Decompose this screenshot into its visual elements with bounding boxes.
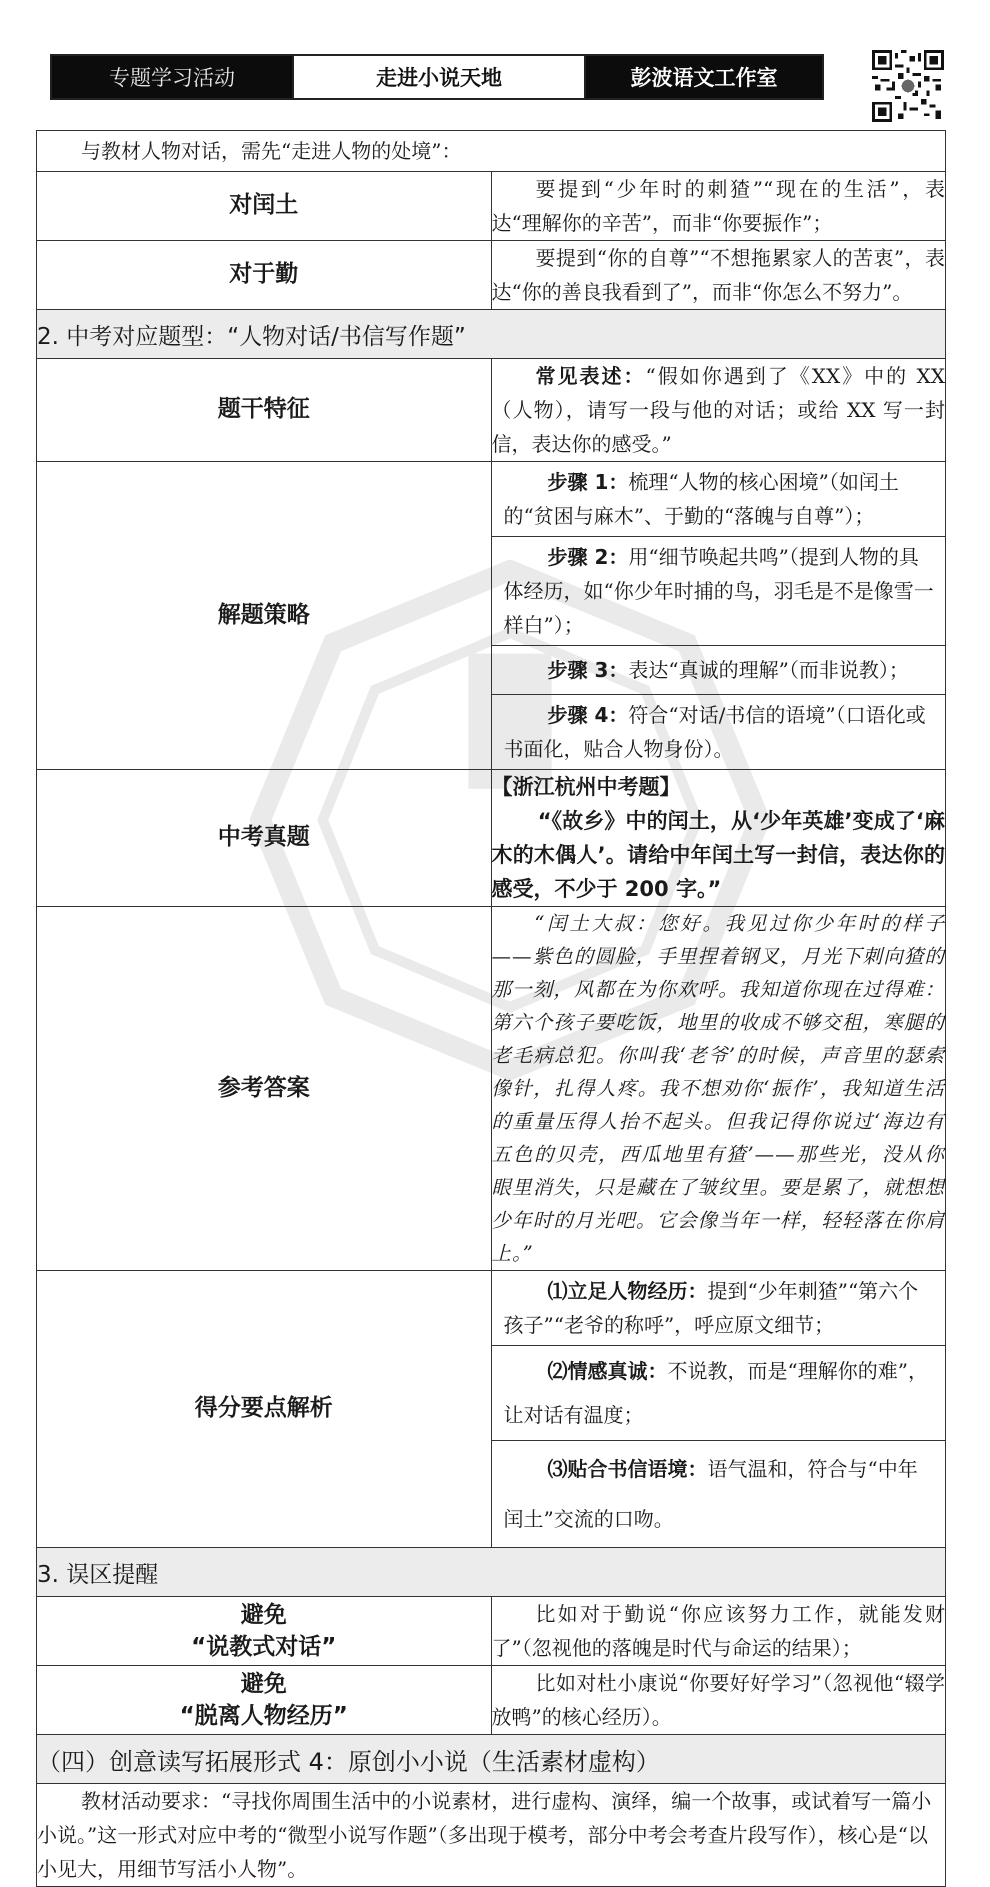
step-3: [492, 646, 946, 695]
exam-source: 【浙江杭州中考题】: [491, 775, 681, 799]
header-bar: [50, 54, 824, 100]
point-1-text: 提到“少年刺猹”“第六个孩子”“老爷的称呼”，呼应原文细节；: [503, 1279, 919, 1337]
point-3-label: ⑶贴合书信语境：: [547, 1457, 708, 1481]
strategy-steps: [491, 462, 946, 770]
section-4-title: （四）创意读写拓展形式 4：原创小小说（生活素材虚构）: [37, 1735, 946, 1784]
mistake-label-2b: “脱离人物经历”: [179, 1703, 348, 1729]
section-2-title: 2. 中考对应题型：“人物对话/书信写作题”: [37, 310, 946, 359]
point-1: [492, 1271, 946, 1346]
answer-text: “闰土大叔：您好。我见过你少年时的样子——紫色的圆脸，手里捏着钢叉，月光下刺向猹的那一刻，风都在为你欢呼。我知道你现在过得难：第六个孩子要吃饭，地里的收成不够交租，寒腿的老毛病总犯。你叫我‘老爷’的时候，声音里的瑟索像针，扎得人疼。我不想劝你‘振作’，我知道生活的重量压得人抬不起头。但我记得你说过‘海边有五色的贝壳，西瓜地里有猹’——那些光，没从你眼里消失，只是藏在了皱纹里。要是累了，就想想少年时的月光吧。它会像当年一样，轻轻落在你肩上。”: [491, 907, 946, 1271]
step-4: [492, 695, 946, 769]
answer-label: 参考答案: [37, 907, 492, 1271]
dialogue-text-runtu: 要提到“少年时的刺猹”“现在的生活”，表达“理解你的辛苦”，而非“你要振作”；: [491, 172, 946, 241]
content-table: [36, 130, 946, 1887]
section-4-text: 教材活动要求：“寻找你周围生活中的小说素材，进行虚构、演绎，编一个故事，或试着写一篇小小说。”这一形式对应中考的“微型小说写作题”（多出现于模考，部分中考会考查片段写作），核心是“以小见大，用细节写活小人物”。: [37, 1784, 946, 1887]
point-2-text: 不说教，而是“理解你的难”，让对话有温度；: [503, 1359, 928, 1427]
dialogue-label-runtu: 对闰土: [37, 172, 492, 241]
point-2-label: ⑵情感真诚：: [547, 1359, 668, 1383]
step-1: [492, 462, 946, 537]
mistake-text-1: 比如对于勤说“你应该努力工作，就能发财了”（忽视他的落魄是时代与命运的结果）；: [491, 1597, 946, 1666]
feature-body: “假如你遇到了《XX》中的 XX（人物），请写一段与他的对话；或给 XX 写一封信，表达你的感受。”: [491, 364, 946, 456]
step-2: [492, 537, 946, 646]
section-3-title: 3. 误区提醒: [37, 1548, 946, 1597]
point-3-text: 语气温和，符合与“中年闰土”交流的口吻。: [503, 1457, 918, 1531]
intro-row: 与教材人物对话，需先“走进人物的处境”：: [37, 131, 946, 172]
mistake-label-2: [37, 1666, 492, 1735]
exam-text: “《故乡》中的闰土，从‘少年英雄’变成了‘麻木的木偶人’。请给中年闰土写一封信，表达你的感受，不少于 200 字。”: [491, 809, 945, 901]
step-3-text: 表达“真诚的理解”（而非说教）；: [628, 658, 909, 682]
qr-code-icon: [872, 50, 944, 122]
exam-cell: [491, 770, 946, 907]
step-4-label: 步骤 4：: [547, 703, 629, 727]
score-label: 得分要点解析: [37, 1271, 492, 1548]
strategy-label: 解题策略: [37, 462, 492, 770]
mistake-label-2a: 避免: [240, 1671, 287, 1697]
step-1-text: 梳理“人物的核心困境”（如闰土的“贫困与麻木”、于勤的“落魄与自尊”）；: [503, 470, 899, 528]
header-studio: 彭波语文工作室: [586, 56, 822, 98]
feature-label: 题干特征: [37, 359, 492, 462]
exam-label: 中考真题: [37, 770, 492, 907]
step-2-text: 用“细节唤起共鸣”（提到人物的具体经历，如“你少年时捕的鸟，羽毛是不是像雪一样白”）；: [503, 545, 934, 637]
mistake-label-1b: “说教式对话”: [191, 1634, 337, 1660]
step-3-label: 步骤 3：: [547, 658, 629, 682]
header-topic: 专题学习活动: [52, 56, 292, 98]
step-4-text: 符合“对话/书信的语境”（口语化或书面化，贴合人物身份）。: [503, 703, 926, 761]
point-3: [492, 1441, 946, 1547]
feature-bold: 常见表述：: [535, 364, 646, 388]
mistake-text-2: 比如对杜小康说“你要好好学习”（忽视他“辍学放鸭”的核心经历）。: [491, 1666, 946, 1735]
score-points: [491, 1271, 946, 1548]
dialogue-label-yuqin: 对于勤: [37, 241, 492, 310]
dialogue-text-yuqin: 要提到“你的自尊”“不想拖累家人的苦衷”，表达“你的善良我看到了”，而非“你怎么不努力”。: [491, 241, 946, 310]
header-title: 走进小说天地: [292, 56, 586, 98]
mistake-label-1: [37, 1597, 492, 1666]
point-2: [492, 1346, 946, 1441]
mistake-label-1a: 避免: [240, 1602, 287, 1628]
feature-text: [491, 359, 946, 462]
step-1-label: 步骤 1：: [547, 470, 629, 494]
point-1-label: ⑴立足人物经历：: [547, 1279, 708, 1303]
step-2-label: 步骤 2：: [547, 545, 629, 569]
